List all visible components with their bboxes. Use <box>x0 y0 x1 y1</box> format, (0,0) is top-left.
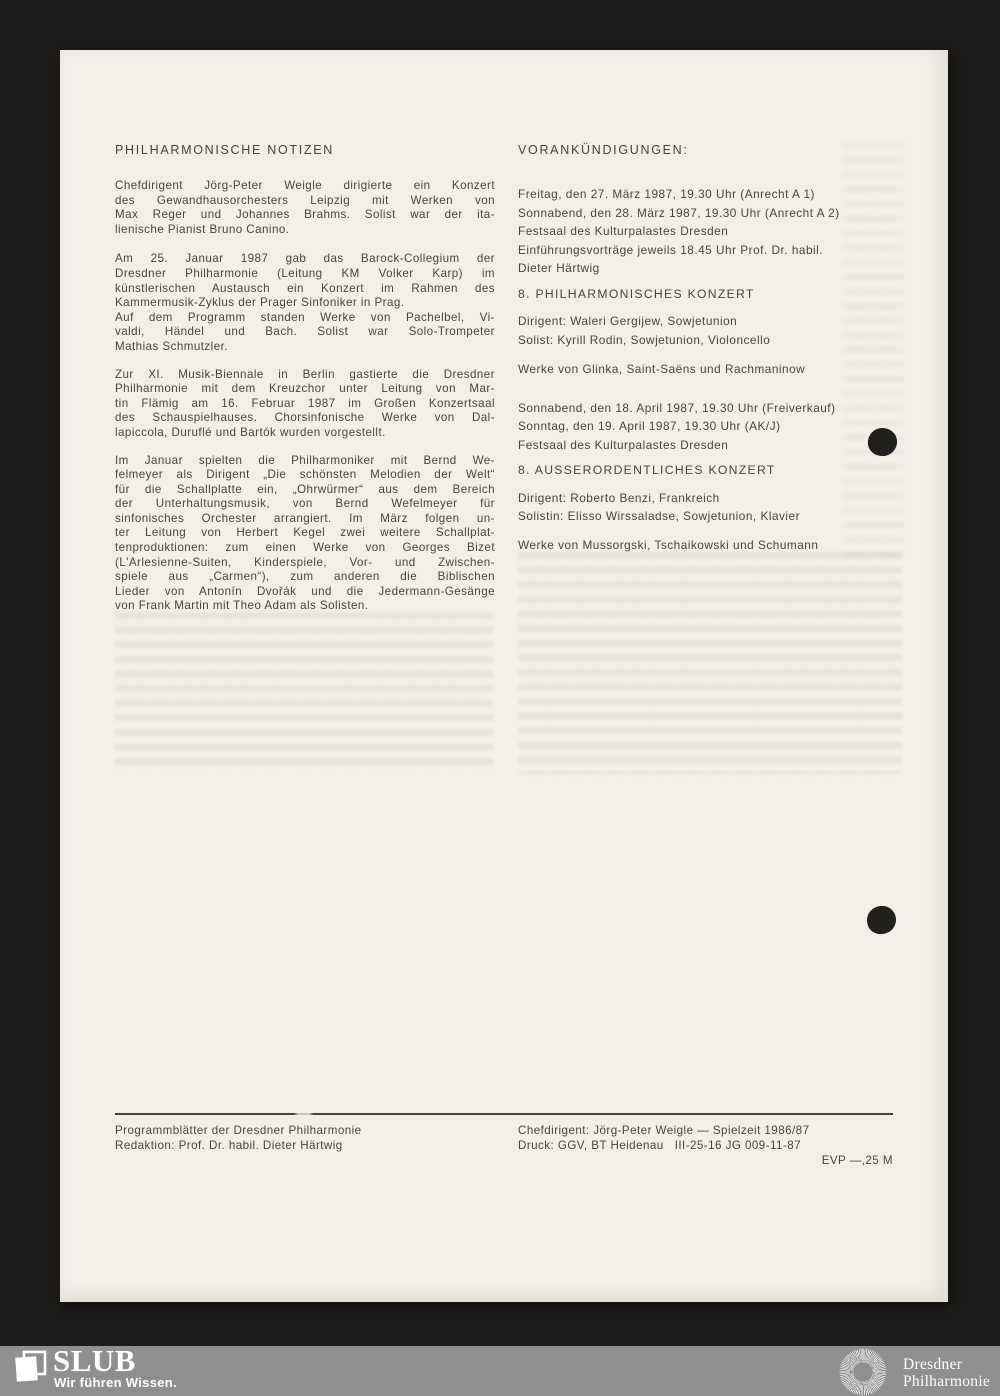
concert-heading: 8. PHILHARMONISCHES KONZERT <box>518 286 755 301</box>
show-through-text-left <box>115 612 493 772</box>
text-line: valdi, Händel und Bach. Solist war Solo-Trompeter <box>115 325 495 339</box>
text-line: Max Reger und Johannes Brahms. Solist war der ita- <box>115 208 495 222</box>
text-line: von Frank Martin mit Theo Adam als Solisten. <box>115 599 369 613</box>
text-line: (L'Arlesienne-Suiten, Kinderspiele, Vor- und Zwischen- <box>115 555 495 569</box>
slub-tagline: Wir führen Wissen. <box>54 1375 177 1390</box>
notes-column <box>115 179 495 614</box>
imprint-left <box>115 1124 515 1153</box>
text-line: Mathias Schmutzler. <box>115 339 228 353</box>
paragraph <box>115 454 495 615</box>
imprint-right-lines <box>518 1124 893 1153</box>
show-through-text-margin <box>842 142 904 560</box>
text-line: Im Januar spielten die Philharmoniker mit Bernd We- <box>115 453 495 467</box>
footer-rule <box>115 1113 893 1115</box>
text-line: ter Leitung von Herbert Kegel zwei weitere Schallplat- <box>115 526 495 540</box>
imprint-line: Programmblätter der Dresdner Philharmonie <box>115 1124 362 1137</box>
text-line: künstlerischen Austausch ein Konzert im Rahmen des <box>115 281 495 295</box>
text-line: Dresdner Philharmonie (Leitung KM Volker Karp) im <box>115 266 495 280</box>
text-line: Lieder von Antonín Dvořák und die Jedermann-Gesänge <box>115 584 495 598</box>
text-line: lienische Pianist Bruno Canino. <box>115 222 290 236</box>
paragraph <box>115 368 495 441</box>
announcement-line: Solistin: Elisso Wirssaladse, Sowjetunion, Klavier <box>518 509 801 523</box>
starburst-icon <box>837 1346 889 1396</box>
text-line: für die Schallplatte ein, „Ohrwürmer“ aus dem Bereich <box>115 482 495 496</box>
announcement-line: Einführungsvorträge jeweils 18.45 Uhr Prof. Dr. habil. <box>518 242 824 257</box>
punch-hole-bottom <box>866 905 897 935</box>
announcement-line: Freitag, den 27. März 1987, 19.30 Uhr (Anrecht A 1) <box>518 187 815 201</box>
philharmonie-wordmark <box>903 1356 990 1390</box>
viewer-footer-bar <box>0 1346 1000 1396</box>
text-line: felmeyer als Dirigent „Die schönsten Melodien der Welt“ <box>115 468 495 482</box>
announcement-line: Festsaal des Kulturpalastes Dresden <box>518 437 729 452</box>
announcements-heading: VORANKÜNDIGUNGEN: <box>518 143 689 157</box>
text-line: des Gewandhausorchesters Leipzig mit Werken von <box>115 193 495 207</box>
text-line: der Unterhaltungsmusik, von Bernd Wefelmeyer für <box>115 497 495 511</box>
announcement-line: Sonnabend, den 28. März 1987, 19.30 Uhr (Anrecht A 2) <box>518 205 840 220</box>
imprint-right <box>518 1124 893 1168</box>
text-line: tin Flämig am 16. Februar 1987 im Großen Konzertsaal <box>115 396 495 410</box>
announcement-line: Sonnabend, den 18. April 1987, 19.30 Uhr (Freiverkauf) <box>518 400 836 415</box>
show-through-text-right <box>518 552 902 774</box>
philharmonie-line2: Philharmonie <box>903 1373 991 1390</box>
announcement-line: Dieter Härtwig <box>518 261 600 275</box>
text-line: spiele aus „Carmen“), zum anderen die Biblischen <box>115 570 495 584</box>
paragraph <box>115 311 495 355</box>
paragraph <box>115 179 495 237</box>
price-label: EVP —,25 M <box>821 1153 893 1167</box>
announcement-line: Dirigent: Waleri Gergijew, Sowjetunion <box>518 314 738 328</box>
concert-heading: 8. AUSSERORDENTLICHES KONZERT <box>518 463 776 477</box>
philharmonie-line1: Dresdner <box>903 1356 963 1373</box>
announcement-line: Festsaal des Kulturpalastes Dresden <box>518 224 729 238</box>
text-line: tenproduktionen: zum einen Werke von Georges Bizet <box>115 541 495 555</box>
text-line: des Schauspielhauses. Chorsinfonische Werke von Dal- <box>115 411 495 425</box>
paragraph <box>115 252 495 310</box>
text-line: Am 25. Januar 1987 gab das Barock-Collegium der <box>115 252 495 266</box>
imprint-line: Chefdirigent: Jörg-Peter Weigle — Spielzeit 1986/87 <box>518 1124 810 1137</box>
open-book-icon <box>12 1349 50 1394</box>
slub-wordmark: SLUB <box>53 1346 136 1378</box>
text-line: sinfonisches Orchester arrangiert. Im März folgen un- <box>115 511 495 525</box>
text-line: Kammermusik-Zyklus der Prager Sinfoniker in Prag. <box>115 296 405 310</box>
announcement-line: Werke von Glinka, Saint-Saëns und Rachmaninow <box>518 362 806 376</box>
text-line: lapiccola, Duruflé und Bartók wurden vorgestellt. <box>115 425 386 439</box>
announcement-line: Dirigent: Roberto Benzi, Frankreich <box>518 490 720 505</box>
announcement-line: Solist: Kyrill Rodin, Sowjetunion, Violoncello <box>518 332 771 347</box>
imprint-line: Redaktion: Prof. Dr. habil. Dieter Härtwig <box>115 1138 343 1152</box>
announcement-line: Werke von Mussorgski, Tschaikowski und Schumann <box>518 537 819 552</box>
notes-heading: PHILHARMONISCHE NOTIZEN <box>115 143 334 157</box>
text-line: Philharmonie mit dem Kreuzchor unter Leitung von Mar- <box>115 382 495 396</box>
document-page <box>60 50 948 1302</box>
text-line: Chefdirigent Jörg-Peter Weigle dirigierte ein Konzert <box>115 179 495 192</box>
announcement-line: Sonntag, den 19. April 1987, 19.30 Uhr (AK/J) <box>518 419 781 433</box>
imprint-line: Druck: GGV, BT Heidenau III-25-16 JG 009-11-87 <box>518 1138 802 1152</box>
text-line: Auf dem Programm standen Werke von Pachelbel, Vi- <box>115 310 495 324</box>
text-line: Zur XI. Musik-Biennale in Berlin gastierte die Dresdner <box>115 367 495 381</box>
